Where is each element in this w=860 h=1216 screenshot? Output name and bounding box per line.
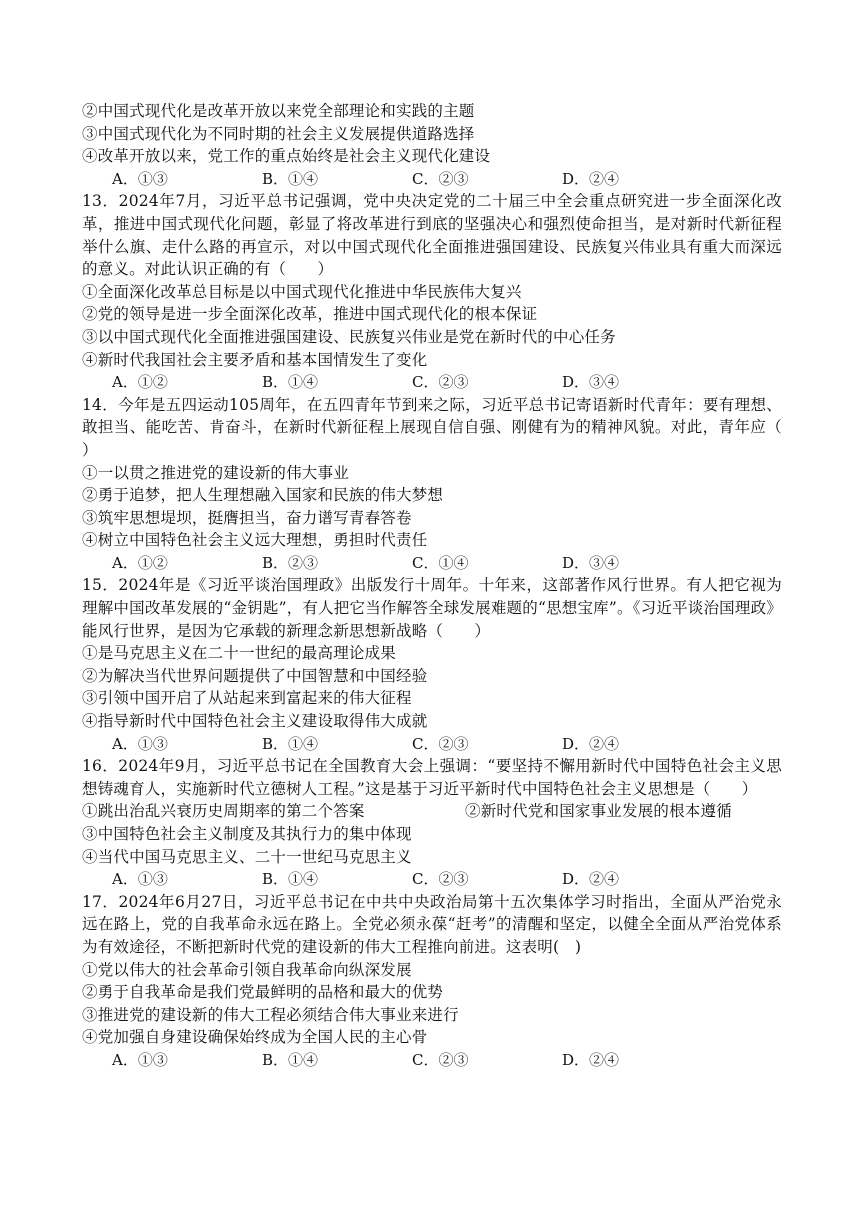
exam-page xyxy=(82,100,814,1072)
question-stem: 15．2024年是《习近平谈治国理政》出版发行十周年。十年来，这部著作风行世界。有人把它视为理解中国改革发展的“金钥匙”，有人把它当作解答全球发展难题的“思想宝库”。《习近平谈治国理政》能风行世界，是因为它承载的新理念新思想新战略（ ） xyxy=(82,576,782,640)
option-line: ③以中国式现代化全面推进强国建设、民族复兴伟业是党在新时代的中心任务 xyxy=(82,327,616,346)
answer-choices xyxy=(82,868,782,891)
question-13 xyxy=(82,190,782,393)
option-line: ④党加强自身建设确保始终成为全国人民的主心骨 xyxy=(82,1028,428,1047)
question-16 xyxy=(82,755,782,891)
question-17 xyxy=(82,891,782,1072)
choice-c: C．②③ xyxy=(412,373,469,392)
choice-c: C．②③ xyxy=(412,870,469,889)
option-line: ②新时代党和国家事业发展的根本遵循 xyxy=(465,802,732,821)
option-line: ③中国特色社会主义制度及其执行力的集中体现 xyxy=(82,825,412,843)
question-stem: 16．2024年9月，习近平总书记在全国教育大会上强调：“要坚持不懈用新时代中国特色社会主义思想铸魂育人，实施新时代立德树人工程。”这是基于习近平新时代中国特色社会主义思想是（ ） xyxy=(82,757,782,798)
option-line: ②党的领导是进一步全面深化改革，推进中国式现代化的根本保证 xyxy=(82,305,538,324)
choice-d: D．③④ xyxy=(562,373,620,392)
option-line: ④当代中国马克思主义、二十一世纪马克思主义 xyxy=(82,847,412,866)
choice-d: D．②④ xyxy=(562,169,620,188)
choice-b: B．①④ xyxy=(262,1050,319,1069)
choice-d: D．②④ xyxy=(562,870,620,889)
question-14 xyxy=(82,394,814,575)
answer-choices xyxy=(82,168,782,191)
choice-a: A．①② xyxy=(112,373,168,392)
option-line: ②勇于追梦，把人生理想融入国家和民族的伟大梦想 xyxy=(82,486,444,505)
option-line: ④改革开放以来，党工作的重点始终是社会主义现代化建设 xyxy=(82,147,491,166)
option-line: ③推进党的建设新的伟大工程必须结合伟大事业来进行 xyxy=(82,1005,459,1024)
question-stem: 17．2024年6月27日，习近平总书记在中共中央政治局第十五次集体学习时指出，全面从严治党永远在路上，党的自我革命永远在路上。全党必须永葆“赶考”的清醒和坚定，以健全全面从严治党体系为有效途径，不断把新时代党的建设新的伟大工程推向前进。这表明( ) xyxy=(82,892,782,956)
answer-choices xyxy=(82,552,782,575)
answer-choices xyxy=(82,1049,782,1072)
option-line: ②中国式现代化是改革开放以来党全部理论和实践的主题 xyxy=(82,102,475,120)
choice-a: A．①③ xyxy=(112,870,168,889)
choice-b: B．①④ xyxy=(262,169,319,188)
option-line: ②勇于自我革命是我们党最鲜明的品格和最大的优势 xyxy=(82,983,444,1002)
question-15 xyxy=(82,574,782,755)
question-stem: 14．今年是五四运动105周年，在五四青年节到来之际，习近平总书记寄语新时代青年：要有理想、敢担当、能吃苦、肯奋斗，在新时代新征程上展现自信自强、刚健有为的精神风貌。对此，青年应（ ） xyxy=(82,395,814,459)
option-line: ④树立中国特色社会主义远大理想，勇担时代责任 xyxy=(82,531,428,550)
choice-d: D．②④ xyxy=(562,734,620,753)
option-line: ①党以伟大的社会革命引领自我革命向纵深发展 xyxy=(82,960,412,979)
choice-a: A．①③ xyxy=(112,169,168,188)
question-12-tail xyxy=(82,100,782,190)
option-line: ②为解决当代世界问题提供了中国智慧和中国经验 xyxy=(82,666,428,685)
option-line: ④新时代我国社会主要矛盾和基本国情发生了变化 xyxy=(82,350,428,369)
choice-b: B．①④ xyxy=(262,734,319,753)
option-line: ①一以贯之推进党的建设新的伟大事业 xyxy=(82,463,349,482)
answer-choices xyxy=(82,371,782,394)
choice-c: C．②③ xyxy=(412,734,469,753)
option-line: ①跳出治乱兴衰历史周期率的第二个答案 xyxy=(82,802,365,821)
option-line: ③中国式现代化为不同时期的社会主义发展提供道路选择 xyxy=(82,124,475,143)
option-line: ①是马克思主义在二十一世纪的最高理论成果 xyxy=(82,644,397,663)
choice-b: B．①④ xyxy=(262,870,319,889)
choice-a: A．①③ xyxy=(112,734,168,753)
choice-c: C．②③ xyxy=(412,169,469,188)
choice-b: B．①④ xyxy=(262,373,319,392)
choice-a: A．①② xyxy=(112,553,168,572)
choice-d: D．②④ xyxy=(562,1050,620,1069)
choice-a: A．①③ xyxy=(112,1050,168,1069)
question-stem: 13．2024年7月，习近平总书记强调，党中央决定党的二十届三中全会重点研究进一步全面深化改革，推进中国式现代化问题，彰显了将改革进行到底的坚强决心和强烈使命担当，是对新时代新征程举什么旗、走什么路的再宣示，对以中国式现代化全面推进强国建设、民族复兴伟业具有重大而深远的意义。对此认识正确的有（ ） xyxy=(82,192,782,279)
option-line: ③引领中国开启了从站起来到富起来的伟大征程 xyxy=(82,689,412,708)
option-line: ③筑牢思想堤坝，挺膺担当，奋力谱写青春答卷 xyxy=(82,508,412,527)
option-line: ④指导新时代中国特色社会主义建设取得伟大成就 xyxy=(82,712,428,731)
option-line: ①全面深化改革总目标是以中国式现代化推进中华民族伟大复兴 xyxy=(82,282,522,301)
choice-d: D．③④ xyxy=(562,553,620,572)
choice-c: C．②③ xyxy=(412,1050,469,1069)
option-row xyxy=(82,800,782,823)
answer-choices xyxy=(82,733,782,756)
choice-c: C．①④ xyxy=(412,553,469,572)
choice-b: B．②③ xyxy=(262,553,319,572)
